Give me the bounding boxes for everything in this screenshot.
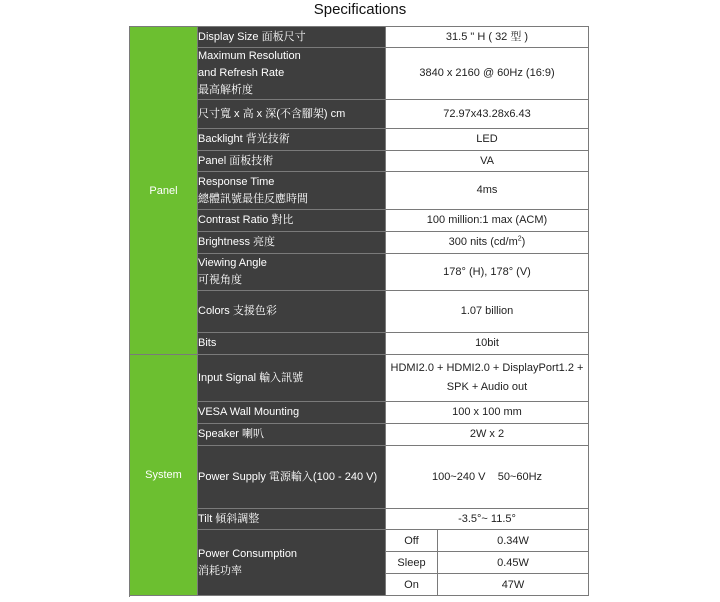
value-vesa: 100 x 100 mm (386, 402, 589, 424)
label-line: Maximum Resolution (198, 50, 301, 62)
label-tilt: Tilt 傾斜調整 (198, 509, 386, 530)
table-row (130, 291, 589, 333)
specifications-table (129, 26, 589, 596)
label-display-size: Display Size 面板尺寸 (198, 27, 386, 48)
label-power-consumption (198, 530, 386, 596)
value-brightness (386, 232, 589, 254)
label-line: Response Time (198, 175, 275, 188)
label-line: 消耗功率 (198, 564, 242, 577)
power-mode-on: On (386, 574, 438, 596)
label-line: 可視角度 (198, 274, 242, 286)
table-row (130, 151, 589, 172)
value-panel-tech: VA (386, 151, 589, 172)
label-power-supply: Power Supply 電源輸入(100 - 240 V) (198, 446, 386, 509)
power-value-sleep: 0.45W (438, 552, 589, 574)
label-line: 最高解析度 (198, 84, 253, 96)
table-row (130, 402, 589, 424)
value-colors: 1.07 billion (386, 291, 589, 333)
label-line: and Refresh Rate (198, 67, 285, 79)
table-row (130, 446, 589, 509)
category-panel: Panel (130, 27, 198, 355)
label-speaker: Speaker 喇叭 (198, 424, 386, 446)
value-speaker: 2W x 2 (386, 424, 589, 446)
label-input-signal: Input Signal 輸入訊號 (198, 355, 386, 402)
label-dimensions: 尺寸寬 x 高 x 深(不含腳架) cm (198, 100, 386, 129)
table-row (130, 509, 589, 530)
value-response-time: 4ms (386, 172, 589, 210)
label-response-time (198, 172, 386, 210)
value-line: SPK + Audio out (446, 381, 528, 393)
table-row (130, 232, 589, 254)
table-row (130, 129, 589, 151)
label-viewing-angle (198, 254, 386, 291)
label-max-resolution (198, 48, 386, 100)
table-row (130, 210, 589, 232)
label-vesa: VESA Wall Mounting (198, 402, 386, 424)
table-row (130, 333, 589, 355)
label-line: Power Consumption (198, 547, 298, 560)
label-brightness: Brightness 亮度 (198, 232, 386, 254)
value-tilt: -3.5°~ 11.5° (386, 509, 589, 530)
table-row (130, 254, 589, 291)
table-row (130, 100, 589, 129)
table-row (130, 424, 589, 446)
label-contrast: Contrast Ratio 對比 (198, 210, 386, 232)
label-backlight: Backlight 背光技術 (198, 129, 386, 151)
label-panel-tech: Panel 面板技術 (198, 151, 386, 172)
value-contrast: 100 million:1 max (ACM) (386, 210, 589, 232)
power-value-off: 0.34W (438, 530, 589, 552)
table-row (130, 48, 589, 100)
power-mode-sleep: Sleep (386, 552, 438, 574)
brightness-superscript: 2 (517, 235, 522, 243)
value-max-resolution: 3840 x 2160 @ 60Hz (16:9) (386, 48, 589, 100)
table-row (130, 530, 589, 552)
label-colors: Colors 支援色彩 (198, 291, 386, 333)
value-display-size: 31.5 " H ( 32 型 ) (386, 27, 589, 48)
brightness-value-end: ) (521, 236, 526, 248)
label-line: Viewing Angle (198, 257, 267, 269)
category-system: System (130, 355, 198, 596)
page-title: Specifications (313, 1, 407, 18)
power-value-on: 47W (438, 574, 589, 596)
value-power-supply: 100~240 V 50~60Hz (386, 446, 589, 509)
value-input-signal (386, 355, 589, 402)
label-line: 總體訊號最佳反應時間 (198, 192, 308, 205)
table-row (130, 355, 589, 402)
power-mode-off: Off (386, 530, 438, 552)
brightness-value-text: 300 nits (cd/m (448, 236, 518, 248)
value-dimensions: 72.97x43.28x6.43 (386, 100, 589, 129)
table-row (130, 27, 589, 48)
value-bits: 10bit (386, 333, 589, 355)
value-line: HDMI2.0 + HDMI2.0 + DisplayPort1.2 + (390, 362, 584, 374)
value-viewing-angle: 178° (H), 178° (V) (386, 254, 589, 291)
label-bits: Bits (198, 333, 386, 355)
table-row (130, 172, 589, 210)
value-backlight: LED (386, 129, 589, 151)
